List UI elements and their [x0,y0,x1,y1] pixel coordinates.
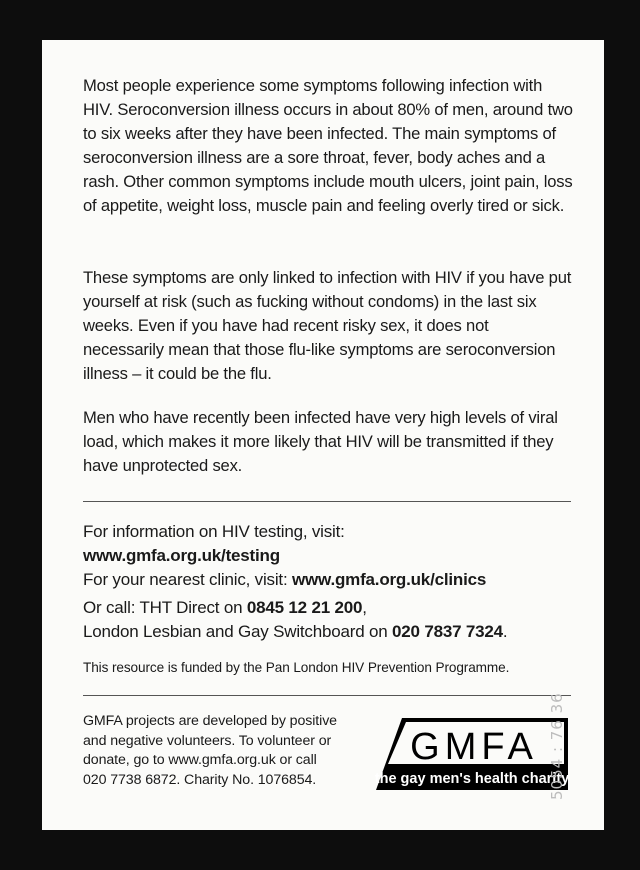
divider [83,695,571,696]
footer-line: GMFA projects are developed by positive [83,713,337,729]
clinic-link[interactable]: www.gmfa.org.uk/clinics [292,570,487,589]
leaflet-card [42,40,604,830]
paragraph-risk [83,266,573,386]
footer-line: and negative volunteers. To volunteer or [83,732,332,749]
testing-label: For information on HIV testing, visit: [83,522,345,541]
call-label: Or call: THT Direct on [83,598,243,617]
gmfa-logo [374,716,570,792]
paragraph-text: Most people experience some symptoms following infection with HIV. Seroconversion illness occurs in about 80% of men, around two to six weeks after they have been infected. The main symptoms of seroconversion illness are a sore throat, fever, body aches and a rash. Other common symptoms include mouth ulcers, joint pain, loss of appetite, weight loss, muscle pain and feeling overly tired or sick. [83,76,573,215]
testing-link[interactable]: www.gmfa.org.uk/testing [83,546,280,565]
paragraph-viral-load [83,406,573,478]
paragraph-symptoms [83,74,573,218]
phone-info: Or call: THT Direct on 0845 12 21 200, London Lesbian and Gay Switchboard on 020 7837 7324. [83,598,508,641]
logo-tagline: the gay men's health charity [374,771,570,787]
funding-statement: This resource is funded by the Pan London HIV Prevention Programme. [83,660,510,675]
clinic-label: For your nearest clinic, visit: [83,570,288,589]
volunteer-info [83,712,373,790]
tht-phone-number[interactable]: 0845 12 21 200 [246,598,363,617]
testing-info [83,520,583,568]
archive-reference: 5054 : 76 36 [548,692,566,800]
divider [83,501,571,502]
paragraph-text: These symptoms are only linked to infection with HIV if you have put yourself at risk (such as fucking without condoms) in the last six weeks. Even if you have had recent risky sex, it does not necessarily mean that those flu-like symptoms are seroconversion illness – it could be the flu. [83,268,572,383]
clinic-info [83,568,583,592]
switchboard-phone-number[interactable]: 020 7837 7324 [392,622,503,641]
paragraph-text: Men who have recently been infected have very high levels of viral load, which makes it more likely that HIV will be transmitted if they have unprotected sex. [83,408,558,475]
switchboard-label: London Lesbian and Gay Switchboard on [83,622,388,641]
logo-wordmark: GMFA [410,726,538,768]
footer-line: 020 7738 6872. Charity No. 1076854. [83,771,317,788]
footer-line: donate, go to www.gmfa.org.uk or call [83,752,317,768]
